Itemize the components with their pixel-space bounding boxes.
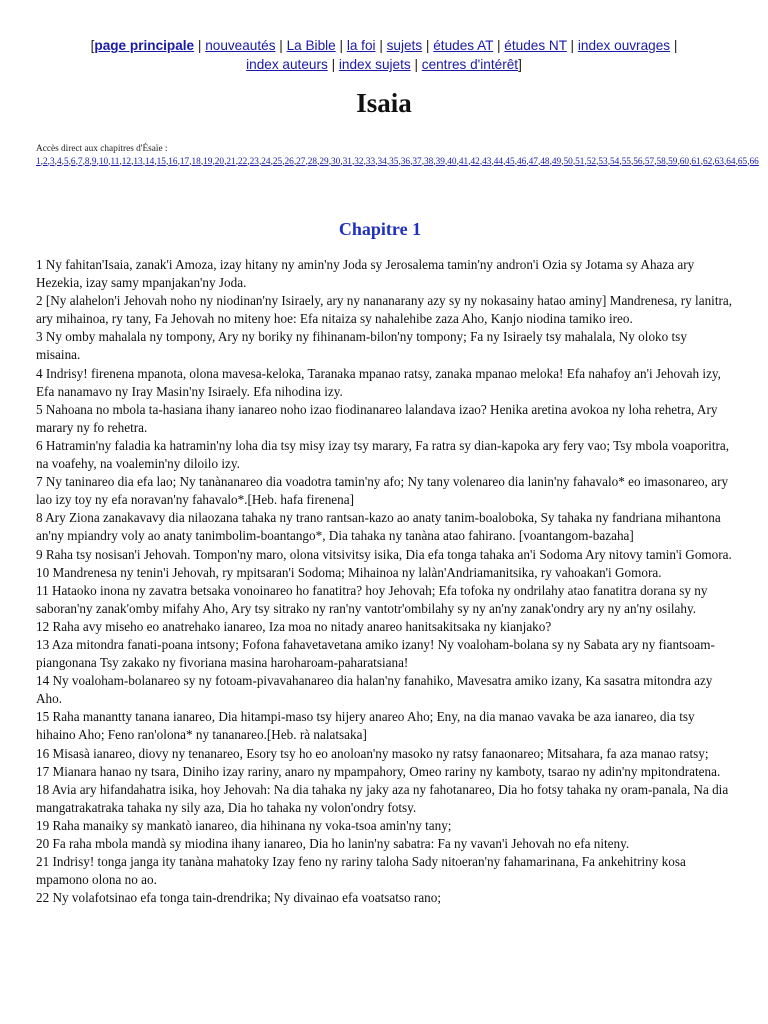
chapter-link[interactable]: 44 <box>493 157 504 167</box>
nav-bracket-open: [ <box>90 38 95 53</box>
chapter-link[interactable]: 26 <box>284 157 294 167</box>
chapter-link[interactable]: 5 <box>63 157 69 167</box>
nav-bracket-close: ] <box>518 57 522 72</box>
chapter-link[interactable]: 61 <box>691 157 701 167</box>
chapter-link[interactable]: 35 <box>389 157 399 167</box>
chapter-link[interactable]: 17 <box>179 157 190 167</box>
verse: 2 [Ny alahelon'i Jehovah noho ny niodinan'ny Isiraely, ary ny nananarany azy sy ny nokasainy hatao aminy] Mandrenesa, ry lanitra, ary mihainoa, ry tany, Fa Jehovah no miteny hoe: Efa nitaiza sy nahalehibe zaza Aho, Kanjo niodina tamiko ireo. <box>36 293 733 327</box>
chapter-link[interactable]: 24 <box>261 157 271 167</box>
chapter-links: 1,2,3,4,5,6,7,8,9,10,11,12,13,14,15,16,17,18,19,20,21,22,23,24,25,26,27,28,29,30,31,32,33,34,35,36,37,38,39,40,41,42,43,44,45,46,47,48,49,50,51,52,53,54,55,56,57,58,59,60,61,62,63,64,65,66 <box>36 157 759 167</box>
chapter-link[interactable]: 43 <box>482 157 492 167</box>
chapter-link[interactable]: 29 <box>319 157 329 167</box>
verse: 21 Indrisy! tonga janga ity tanàna mahatoky Izay feno ny rariny taloha Sady nitoeran'ny fahamarinana, Fa ankehitriny kosa mpamono olona no ao. <box>36 854 686 888</box>
verse: 14 Ny voaloham-bolanareo sy ny fotoam-pivavahanareo dia halan'ny fanahiko, Mavesatra amiko izany, Ka sasatra mitondra azy Aho. <box>36 673 713 707</box>
chapter-link[interactable]: 28 <box>307 157 318 167</box>
chapter-link[interactable]: 19 <box>203 157 213 167</box>
verse: 11 Hataoko inona ny zavatra betsaka vonoinareo ho fanatitra? hoy Jehovah; Efa tofoka ny ondrilahy atao fanatitra dorana sy ny saboran'ny zanak'omby mifahy Aho, Ary tsy sitrako ny ran'ny vantotr'ombilahy sy ny an'ny zanak'ondry ary ny an'ny osilahy. <box>36 582 708 616</box>
chapter-link[interactable]: 34 <box>377 157 387 167</box>
chapter-link[interactable]: 15 <box>156 157 166 167</box>
nav-link-index-sujets[interactable]: index sujets <box>338 57 411 72</box>
verse: 5 Nahoana no mbola ta-hasiana ihany ianareo noho izao fiodinanareo lalandava izao? Henika aretina avokoa ny loha rehetra, Ary marary ny fo rehetra. <box>36 401 718 435</box>
verse: 17 Mianara hanao ny tsara, Diniho izay rariny, anaro ny mpampahory, Omeo rariny ny kamboty, tsarao ny adin'ny mpitondratena. <box>36 763 721 779</box>
chapter-link[interactable]: 47 <box>528 157 538 167</box>
chapter-link[interactable]: 14 <box>145 157 155 167</box>
chapter-link[interactable]: 9 <box>91 157 97 167</box>
chapter-link[interactable]: 18 <box>191 157 201 167</box>
nav-link-la-foi[interactable]: la foi <box>346 38 376 53</box>
nav-link-index-auteurs[interactable]: index auteurs <box>246 57 328 72</box>
verse: 8 Ary Ziona zanakavavy dia nilaozana tahaka ny trano rantsan-kazo ao anaty tanim-boaloboka, Sy tahaka ny fandriana mihantona an'ny mpiandry voly ao anaty tanimbolim-boantango*, Dia tahaka ny tanàna atao fahirano. [voantangom-bazaha] <box>36 510 721 544</box>
chapter-link[interactable]: 39 <box>435 157 445 167</box>
verse: 12 Raha avy miseho eo anatrehako ianareo, Iza moa no nitady anareo hanitsakitsaka ny kianjako? <box>36 618 552 634</box>
verse: 10 Mandrenesa ny tenin'i Jehovah, ry mpitsaran'i Sodoma; Mihainoa ny lalàn'Andriamanitsika, ry vahoakan'i Gomora. <box>36 564 662 580</box>
chapter-title: Chapitre 1 <box>338 219 422 239</box>
chapter-link[interactable]: 8 <box>84 157 90 167</box>
verse: 18 Avia ary hifandahatra isika, hoy Jehovah: Na dia tahaka ny jaky aza ny fahotanareo, Dia ho fotsy tahaka ny oram-panala, Na dia mangatrakatraka tahaka ny sily aza, Dia ho tahaka ny volon'ondry fotsy. <box>36 781 729 815</box>
chapter-link[interactable]: 31 <box>342 157 352 167</box>
chapter-link[interactable]: 20 <box>214 157 225 167</box>
chapter-link[interactable]: 41 <box>458 157 469 167</box>
chapter-link[interactable]: 60 <box>679 157 690 167</box>
chapter-link[interactable]: 33 <box>365 157 376 167</box>
chapter-link[interactable]: 25 <box>272 157 283 167</box>
verse: 1 Ny fahitan'Isaia, zanak'i Amoza, izay hitany ny amin'ny Joda sy Jerosalema tamin'ny andron'i Ozia sy Jotama sy Ahaza ary Hezekia, izay samy mpanjakan'ny Joda. <box>36 257 695 291</box>
verse: 7 Ny taninareo dia efa lao; Ny tanànanareo dia voadotra tamin'ny afo; Ny tany volenareo dia lanin'ny fahavalo* eo imasonareo, ary lao izy toy ny efa noravan'ny fahavalo*.[Heb. hafa firenena] <box>36 474 729 508</box>
nav-link-centres-interet[interactable]: centres d'intérêt <box>421 57 519 72</box>
chapter-link[interactable]: 32 <box>354 157 364 167</box>
chapter-link[interactable]: 63 <box>714 157 724 167</box>
chapter-link[interactable]: 13 <box>133 157 143 167</box>
chapter-link[interactable]: 11 <box>110 157 120 167</box>
nav-link-la-bible[interactable]: La Bible <box>286 38 336 53</box>
verse: 6 Hatramin'ny faladia ka hatramin'ny loha dia tsy misy izay tsy marary, Fa ratra sy dian-kapoka ary fery vao; Tsy mbola voaporitra, na voafehy, na voalemin'ny diloilo izy. <box>36 437 730 472</box>
chapter-link[interactable]: 49 <box>551 157 562 167</box>
chapter-link[interactable]: 52 <box>586 157 597 167</box>
chapter-link[interactable]: 56 <box>633 157 643 167</box>
chapter-link[interactable]: 62 <box>703 157 713 167</box>
chapter-link[interactable]: 30 <box>331 157 341 167</box>
chapter-link[interactable]: 27 <box>296 157 306 167</box>
chapter-link[interactable]: 66 <box>749 157 759 167</box>
nav-link-index-ouvrages[interactable]: index ouvrages <box>577 38 671 53</box>
chapter-link[interactable]: 1 <box>36 157 41 167</box>
chapter-link[interactable]: 59 <box>668 157 678 167</box>
chapter-link[interactable]: 16 <box>168 157 178 167</box>
chapter-link[interactable]: 36 <box>400 157 411 167</box>
chapter-link[interactable]: 46 <box>517 157 527 167</box>
chapter-link[interactable]: 22 <box>238 157 248 167</box>
verse: 4 Indrisy! firenena mpanota, olona mavesa-keloka, Taranaka mpanao ratsy, zanaka mpanao meloka! Efa nahafoy an'i Jehovah izy, Efa nanamavo ny Iray Masin'ny Isiraely. Efa nihodina izy. <box>36 365 721 399</box>
nav-link-etudes-at[interactable]: études AT <box>433 38 494 53</box>
chapter-link[interactable]: 38 <box>424 157 434 167</box>
chapter-link[interactable]: 58 <box>656 157 666 167</box>
chapter-link[interactable]: 53 <box>598 157 608 167</box>
chapter-link[interactable]: 57 <box>644 157 655 167</box>
chapter-link[interactable]: 65 <box>737 157 748 167</box>
chapter-link[interactable]: 23 <box>249 157 259 167</box>
chapter-link[interactable]: 21 <box>226 157 236 167</box>
chapter-link[interactable]: 45 <box>505 157 515 167</box>
chapter-link[interactable]: 10 <box>98 157 109 167</box>
verse: 3 Ny omby mahalala ny tompony, Ary ny boriky ny fihinanam-bilon'ny tompony; Fa ny Isiraely tsy mahalala, Ny oloko tsy misaina. <box>36 329 687 363</box>
chapter-link[interactable]: 54 <box>610 157 620 167</box>
verse: 15 Raha manantty tanana ianareo, Dia hitampi-maso tsy hijery anareo Aho; Eny, na dia manao vavaka be aza ianareo, dia tsy hihaino Aho; Feno ran'olona* ny tananareo.[Heb. rà nalatsaka] <box>36 709 695 743</box>
verse: 16 Misasà ianareo, diovy ny tenanareo, Esory tsy ho eo anoloan'ny masoko ny ratsy fanaonareo; Mitsahara, fa aza manao ratsy; <box>36 745 709 761</box>
verse: 19 Raha manaiky sy mankatò ianareo, dia hihinana ny voka-tsoa amin'ny tany; <box>36 817 452 833</box>
chapter-link[interactable]: 64 <box>726 157 736 167</box>
chapter-link[interactable]: 12 <box>121 157 132 167</box>
chapter-link[interactable]: 55 <box>621 157 631 167</box>
nav-link-nouveautes[interactable]: nouveautés <box>205 38 276 53</box>
chapter-link[interactable]: 50 <box>563 157 573 167</box>
nav-link-etudes-nt[interactable]: études NT <box>504 38 567 53</box>
chapter-link[interactable]: 6 <box>70 157 76 167</box>
chapter-link[interactable]: 51 <box>575 157 585 167</box>
verse-list <box>36 256 734 907</box>
verse: 9 Raha tsy nosisan'i Jehovah. Tompon'ny maro, olona vitsivitsy isika, Dia efa tonga tahaka an'i Sodoma Ary nitovy tamin'i Gomora. <box>36 546 732 562</box>
top-navigation: [page principale | nouveautés | La Bible | la foi | sujets | études AT | études NT | index ouvrages | index auteurs | index sujets | centres d'intérêt] <box>90 38 678 72</box>
chapter-link[interactable]: 42 <box>470 157 480 167</box>
chapter-link[interactable]: 48 <box>540 157 550 167</box>
verse: 13 Aza mitondra fanati-poana intsony; Fofona fahavetavetana amiko izany! Ny voaloham-bolana sy ny Sabata ary ny fiantsoam-piangonana Tsy zakako ny fivoriana masina haroharoam-paharatsiana! <box>36 636 715 671</box>
chapter-link[interactable]: 40 <box>447 157 457 167</box>
chapter-link[interactable]: 37 <box>412 157 422 167</box>
chapter-link[interactable]: 3 <box>49 157 55 167</box>
chapter-access-label: Accès direct aux chapitres d'Ésaïe : <box>36 144 168 154</box>
chapter-link[interactable]: 4 <box>56 157 62 167</box>
page-title: Isaia <box>356 88 412 118</box>
chapter-link[interactable]: 7 <box>77 157 83 167</box>
verse: 22 Ny volafotsinao efa tonga tain-drendrika; Ny divainao efa voatsatso rano; <box>36 890 442 906</box>
nav-link-page-principale[interactable]: page principale <box>94 38 195 53</box>
nav-link-sujets[interactable]: sujets <box>386 38 423 53</box>
chapter-link[interactable]: 2 <box>42 157 48 167</box>
verse: 20 Fa raha mbola mandà sy miodina ihany ianareo, Dia ho lanin'ny sabatra: Fa ny vavan'i Jehovah no efa niteny. <box>36 836 630 851</box>
chapter-index <box>36 143 759 169</box>
